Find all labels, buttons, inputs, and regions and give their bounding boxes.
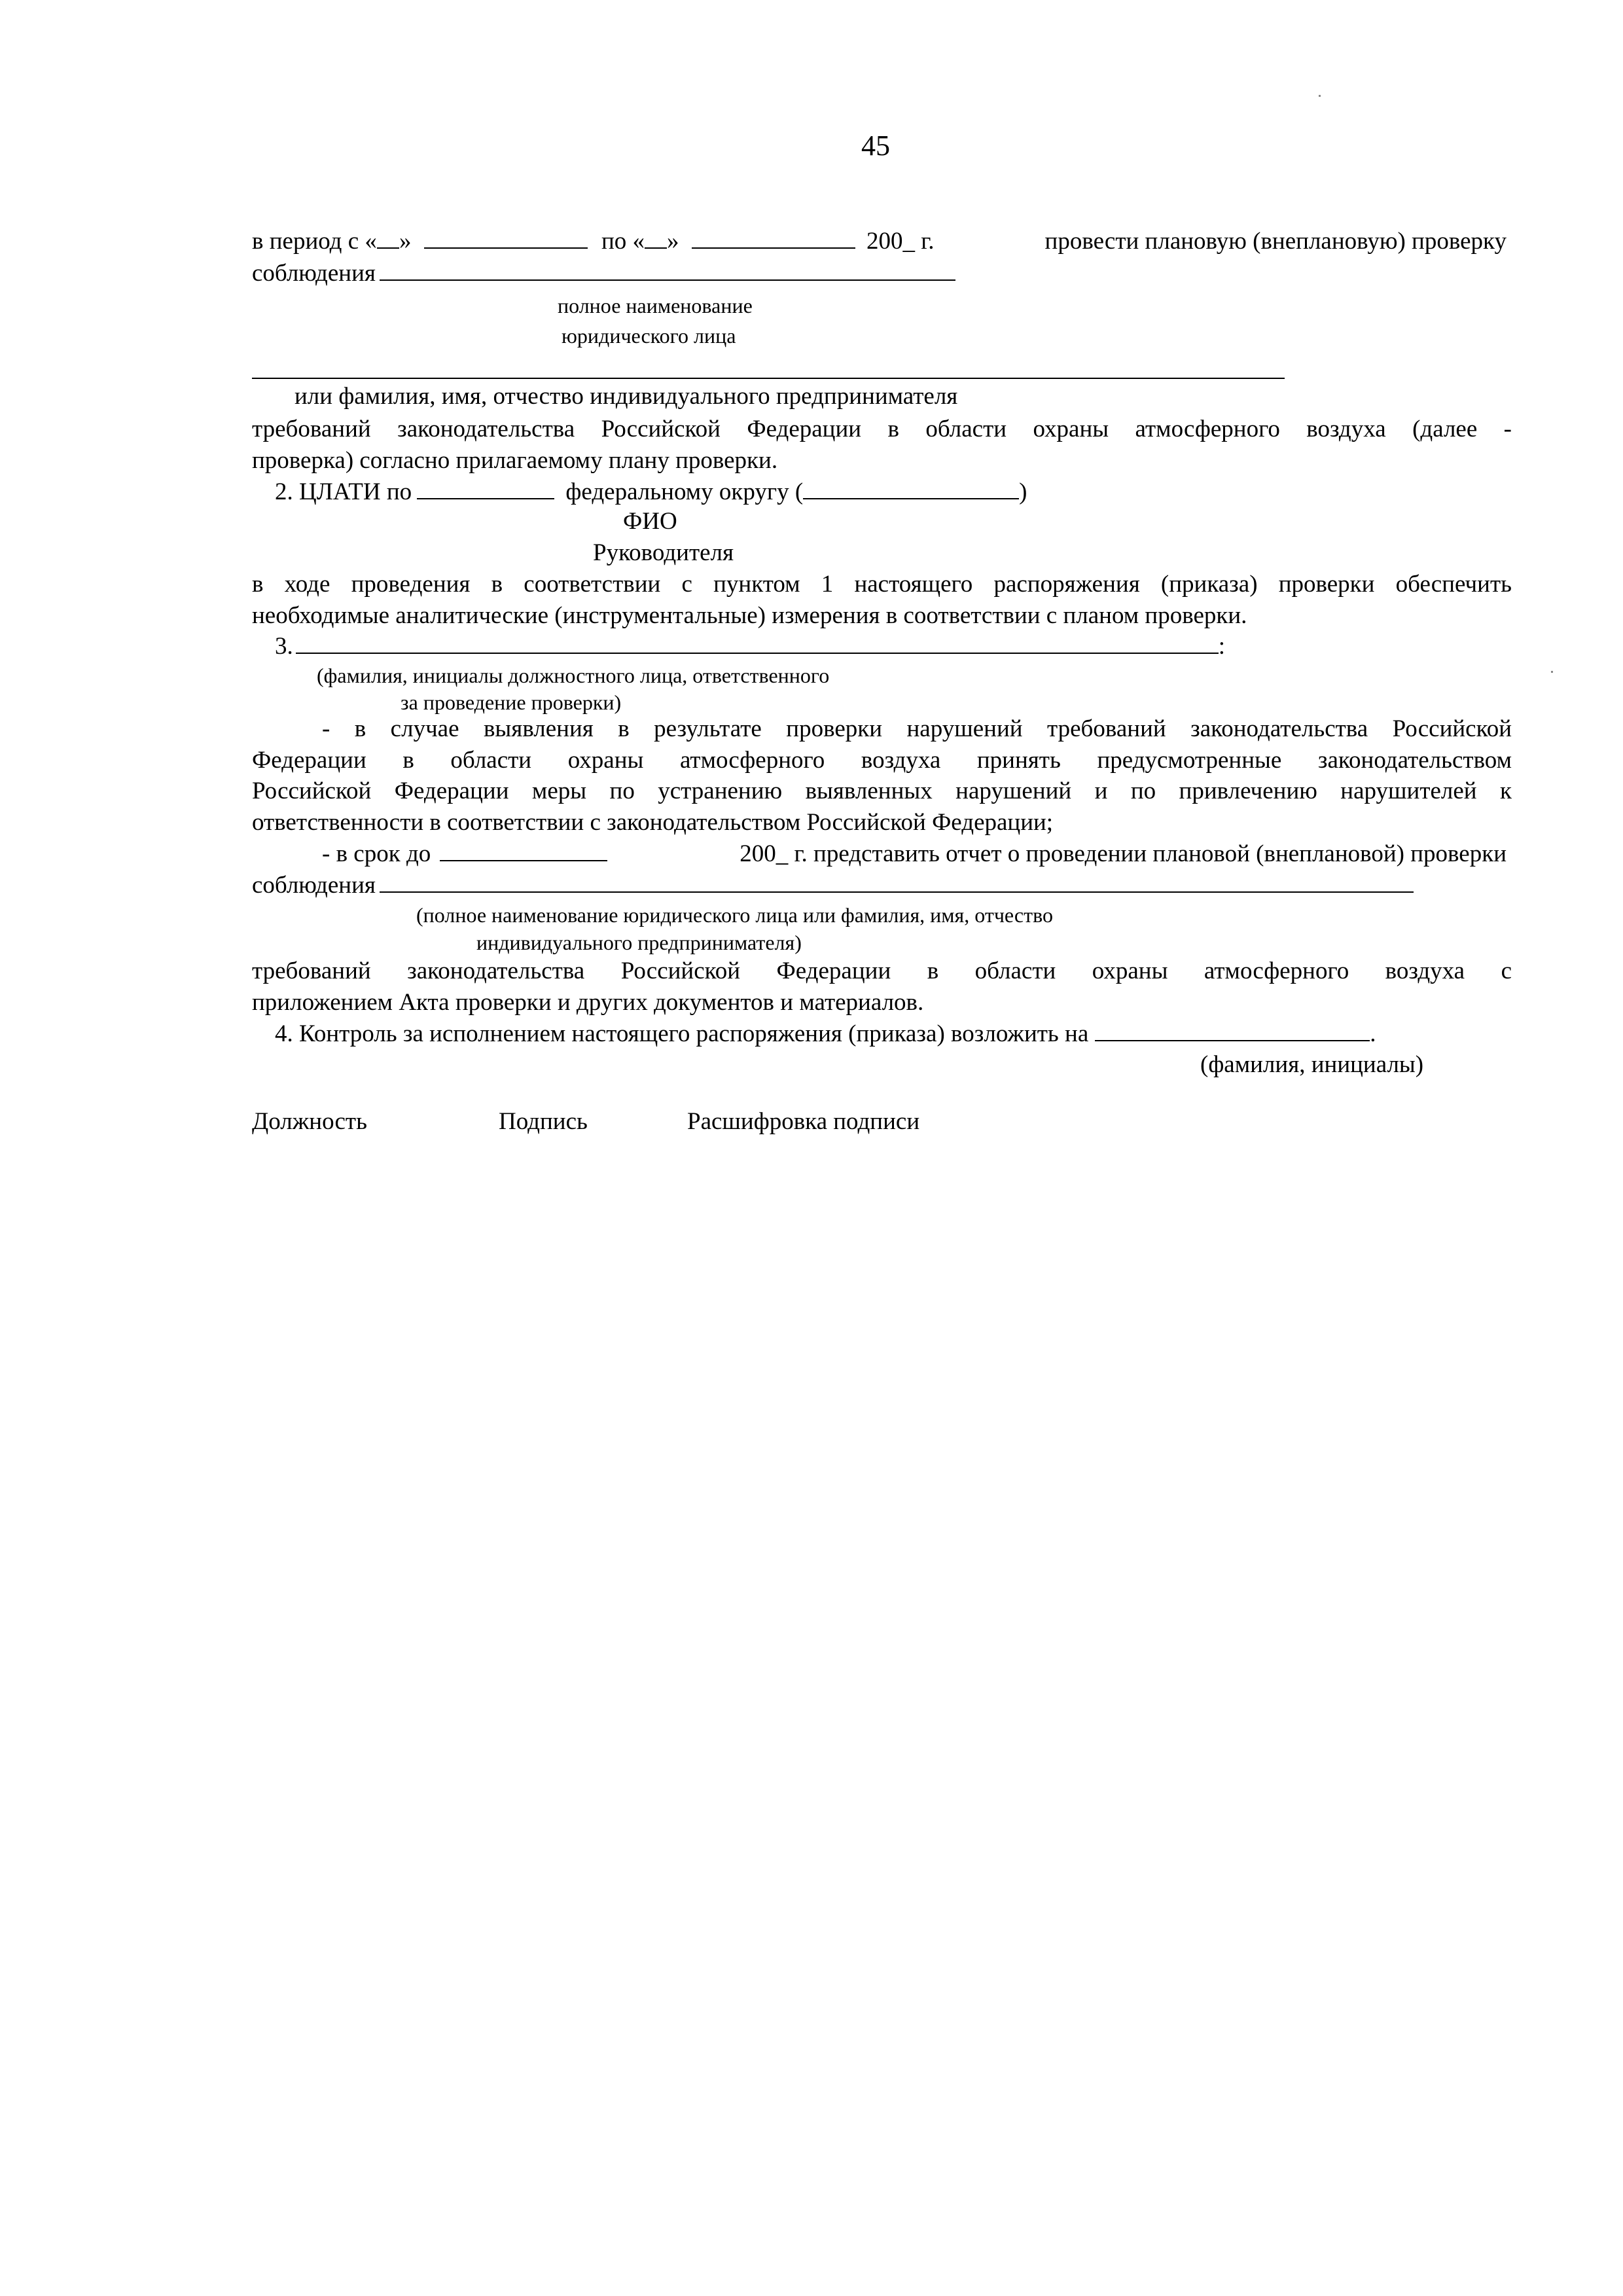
bullet2-line <box>322 838 607 870</box>
item3-responsible-blank[interactable] <box>296 633 1219 654</box>
item3-caption-1: (фамилия, инициалы должностного лица, ответственного <box>317 664 830 687</box>
observe-line <box>252 258 955 289</box>
period-year: 200_ г. <box>866 228 935 255</box>
signature-sign: Подпись <box>499 1108 588 1135</box>
bullet1-line-2: Федерации в области охраны атмосферного воздуха принять предусмотренные законодательством <box>252 747 1512 774</box>
legal-entity-blank[interactable] <box>380 260 955 281</box>
item2-text-line-2: необходимые аналитические (инструментальные) измерения в соответствии с планом проверки. <box>252 602 1247 629</box>
signature-position: Должность <box>252 1108 367 1135</box>
bullet1-line-1: - в случае выявления в результате проверки нарушений требований законодательства Российской <box>322 715 1512 742</box>
scan-speck <box>1319 95 1321 97</box>
caption-legal-entity-2: юридического лица <box>562 324 736 348</box>
page-number: 45 <box>861 130 890 162</box>
bullet2-observe-label: соблюдения <box>252 872 376 899</box>
item4-text: 4. Контроль за исполнением настоящего распоряжения (приказа) возложить на <box>275 1020 1089 1047</box>
bullet1-line-4: ответственности в соответствии с законодательством Российской Федерации; <box>252 809 1054 836</box>
requirements-line-1: требований законодательства Российской Федерации в области охраны атмосферного воздуха (далее - <box>252 416 1512 442</box>
bullet2-caption-2: индивидуального предпринимателя) <box>476 931 802 954</box>
item3-number: 3. <box>275 633 293 660</box>
caption-head: Руководителя <box>593 539 734 566</box>
item2-district-blank[interactable] <box>417 478 554 499</box>
entrepreneur-blank[interactable] <box>252 378 1285 379</box>
item4-caption: (фамилия, инициалы) <box>1200 1051 1424 1078</box>
period-prefix: в период с « <box>252 228 377 255</box>
item2-close: ) <box>1019 478 1027 505</box>
caption-legal-entity-1: полное наименование <box>558 294 753 317</box>
bullet2-date-blank[interactable] <box>440 840 607 861</box>
bullet1-line-3: Российской Федерации меры по устранению выявленных нарушений и по привлечению нарушителей к <box>252 778 1512 804</box>
start-day-blank[interactable] <box>377 228 399 249</box>
item2-district: федеральному округу ( <box>565 478 804 505</box>
bullet2-text-line-1: требований законодательства Российской Федерации в области охраны атмосферного воздуха с <box>252 958 1512 984</box>
scan-speck <box>1551 671 1553 673</box>
item2-fio-blank[interactable] <box>803 478 1019 499</box>
item2-text-line-1: в ходе проведения в соответствии с пунктом 1 настоящего распоряжения (приказа) проверки обеспечить <box>252 571 1512 598</box>
item4-dot: . <box>1370 1020 1376 1047</box>
period-to: по « <box>601 228 645 255</box>
item3-caption-2: за проведение проверки) <box>401 691 622 714</box>
item2-number: 2. ЦЛАТИ по <box>275 478 412 505</box>
requirements-line-2: проверка) согласно прилагаемому плану проверки. <box>252 447 778 474</box>
bullet2-text-line-2: приложением Акта проверки и других документов и материалов. <box>252 989 924 1016</box>
bullet2-entity-blank[interactable] <box>380 872 1414 893</box>
period-line <box>252 226 935 257</box>
end-day-blank[interactable] <box>645 228 667 249</box>
end-month-blank[interactable] <box>692 228 855 249</box>
caption-fio: ФИО <box>623 508 677 535</box>
signature-decode: Расшифровка подписи <box>687 1108 920 1135</box>
item4-person-blank[interactable] <box>1095 1020 1370 1041</box>
item3-line <box>275 631 1225 662</box>
item3-colon: : <box>1218 633 1226 660</box>
caption-entrepreneur: или фамилия, имя, отчество индивидуального предпринимателя <box>294 383 958 410</box>
period-quote-close-2: » <box>667 228 679 255</box>
period-quote-close-1: » <box>399 228 412 255</box>
bullet2-prefix: - в срок до <box>322 840 431 867</box>
bullet2-rest: 200_ г. представить отчет о проведении плановой (внеплановой) проверки <box>740 840 1507 867</box>
bullet2-observe-line <box>252 870 1414 901</box>
observe-label: соблюдения <box>252 260 376 287</box>
period-action: провести плановую (внеплановую) проверку <box>1044 228 1507 255</box>
item2-line <box>275 476 1027 508</box>
start-month-blank[interactable] <box>424 228 588 249</box>
bullet2-caption-1: (полное наименование юридического лица или фамилия, имя, отчество <box>416 903 1053 927</box>
item4-line <box>275 1018 1376 1050</box>
